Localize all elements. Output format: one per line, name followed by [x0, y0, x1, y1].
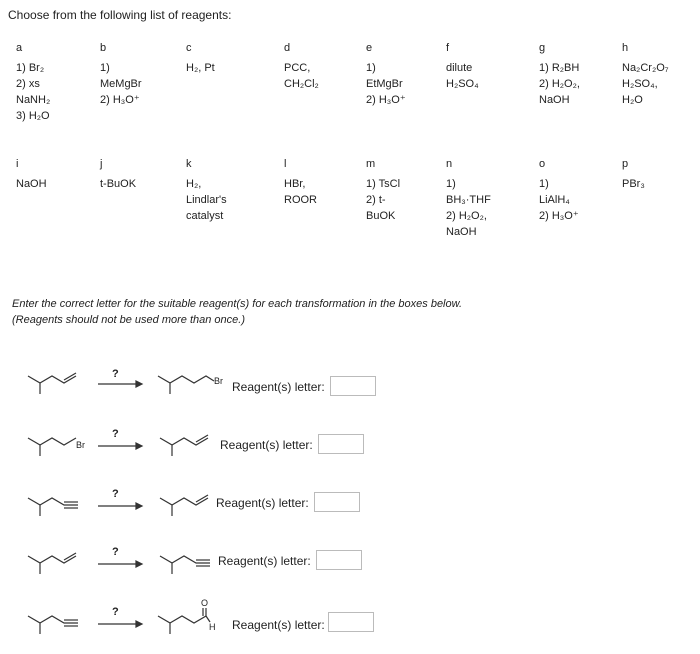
question-mark: ? [112, 428, 119, 440]
reagent-line: 3) H₂O [16, 110, 50, 122]
reagent-f [446, 40, 526, 92]
reagent-letter: f [446, 42, 450, 54]
reagent-o [539, 156, 619, 224]
reagent-line: H₂SO₄, [622, 78, 658, 90]
question-mark: ? [112, 546, 119, 558]
reactant-skeleton [28, 498, 40, 516]
product-skeleton [170, 608, 206, 623]
reagent-letter: a [16, 42, 23, 54]
reactant-skeleton [28, 438, 40, 456]
product-skeleton [158, 616, 170, 634]
reagent-line: CH₂Cl₂ [284, 78, 319, 90]
reagent-k [186, 156, 266, 224]
reagent-line: H₂O [622, 94, 643, 106]
reagent-letter-input-3[interactable] [314, 492, 360, 512]
reactant-skeleton [28, 376, 40, 394]
reactant-skeleton [40, 376, 76, 383]
reagent-line: 2) H₂O₂, [446, 210, 487, 222]
reagent-g [539, 40, 619, 108]
reagent-p [622, 156, 700, 192]
reagent-letter-label: Reagent(s) letter: [232, 380, 325, 394]
reagent-letter-label: Reagent(s) letter: [220, 438, 313, 452]
reagent-line: 1) [100, 62, 110, 74]
reagent-h [622, 40, 700, 108]
instruction-line: Enter the correct letter for the suitable reagent(s) for each transformation in the boxes below. [12, 298, 463, 310]
reagent-letter: n [446, 158, 453, 170]
reagent-i [16, 156, 96, 192]
reagent-letter-input-2[interactable] [318, 434, 364, 454]
question-mark: ? [112, 488, 119, 500]
instruction-line: (Reagents should not be used more than once.) [12, 314, 245, 326]
reagent-d [284, 40, 364, 92]
reagent-line: ROOR [284, 194, 317, 206]
reagent-letter-label: Reagent(s) letter: [218, 554, 311, 568]
reagent-b [100, 40, 180, 108]
reagent-line: 1) Br₂ [16, 62, 45, 74]
reagent-line: Lindlar's [186, 194, 227, 206]
reagent-letter: k [186, 158, 192, 170]
reagent-letter: c [186, 42, 192, 54]
question-mark: ? [112, 368, 119, 380]
reagent-line: dilute [446, 62, 473, 74]
reagent-line: PCC, [284, 62, 311, 74]
reagent-line: 1) [366, 62, 376, 74]
reagent-letter: e [366, 42, 373, 54]
reagent-line: BuOK [366, 210, 396, 222]
reactant-skeleton [28, 616, 40, 634]
reagent-letter: m [366, 158, 376, 170]
reagent-c [186, 40, 266, 76]
bromine-atom-label: Br [76, 440, 85, 450]
reagent-line: NaOH [446, 226, 477, 238]
reagent-line: BH₃·THF [446, 194, 491, 206]
reagent-line: 2) H₃O⁺ [539, 210, 579, 222]
product-skeleton [172, 438, 208, 445]
arrowhead [136, 381, 142, 387]
arrowhead [136, 443, 142, 449]
question-mark: ? [112, 606, 119, 618]
reagent-letter: l [284, 158, 287, 170]
reagent-letter-input-1[interactable] [330, 376, 376, 396]
reagent-line: H₂, Pt [186, 62, 215, 74]
reagent-n [446, 156, 526, 240]
reagent-line: 1) R₂BH [539, 62, 580, 74]
reagent-letter: g [539, 42, 546, 54]
reagent-line: NaOH [16, 178, 47, 190]
reagent-line: LiAlH₄ [539, 194, 570, 206]
reagent-line: H₂SO₄ [446, 78, 479, 90]
reagent-letter: d [284, 42, 291, 54]
reagent-letter: i [16, 158, 19, 170]
reagent-line: Na₂Cr₂O₇ [622, 62, 669, 74]
reagent-line: 2) xs [16, 78, 40, 90]
instructions [12, 296, 462, 328]
reagent-line: MeMgBr [100, 78, 142, 90]
reagent-line: catalyst [186, 210, 224, 222]
product-skeleton [158, 376, 170, 394]
reagent-letter: h [622, 42, 629, 54]
reagent-line: HBr, [284, 178, 306, 190]
reagent-line: NaOH [539, 94, 570, 106]
reagent-line: t-BuOK [100, 178, 137, 190]
reagent-letter-label: Reagent(s) letter: [216, 496, 309, 510]
product-skeleton [160, 556, 172, 574]
product-skeleton [160, 438, 172, 456]
reagent-a [16, 40, 96, 124]
reagent-m [366, 156, 446, 224]
reagent-line: PBr₃ [622, 178, 645, 190]
reagent-line: NaNH₂ [16, 94, 51, 106]
product-skeleton [172, 498, 208, 505]
reagent-letter: p [622, 158, 629, 170]
reagent-j [100, 156, 180, 192]
reactant-skeleton [40, 438, 76, 445]
reagent-line: EtMgBr [366, 78, 403, 90]
bromine-atom-label: Br [214, 376, 223, 386]
reagent-line: 2) H₃O⁺ [366, 94, 406, 106]
reagent-letter: o [539, 158, 546, 170]
reagent-letter: j [100, 158, 103, 170]
reagent-line: 2) H₃O⁺ [100, 94, 140, 106]
product-skeleton [160, 498, 172, 516]
reagent-line: 1) [539, 178, 549, 190]
reagent-letter-input-5[interactable] [328, 612, 374, 632]
arrowhead [136, 621, 142, 627]
reagent-line: 2) H₂O₂, [539, 78, 580, 90]
hydrogen-atom-label: H [209, 622, 216, 632]
reagent-line: 1) [446, 178, 456, 190]
reagent-line: 2) t- [366, 194, 386, 206]
oxygen-atom-label: O [201, 598, 209, 608]
reactant-skeleton [28, 556, 40, 574]
reagent-line: H₂, [186, 178, 202, 190]
reagent-l [284, 156, 364, 208]
reagent-e [366, 40, 446, 108]
reagent-line: 1) TsCl [366, 178, 401, 190]
arrowhead [136, 503, 142, 509]
product-skeleton [170, 376, 214, 383]
reagent-letter-input-4[interactable] [316, 550, 362, 570]
reagent-letter-label: Reagent(s) letter: [232, 618, 325, 632]
reactant-skeleton [40, 556, 76, 563]
intro-text: Choose from the following list of reagents: [8, 8, 232, 22]
arrowhead [136, 561, 142, 567]
reagent-letter: b [100, 42, 107, 54]
